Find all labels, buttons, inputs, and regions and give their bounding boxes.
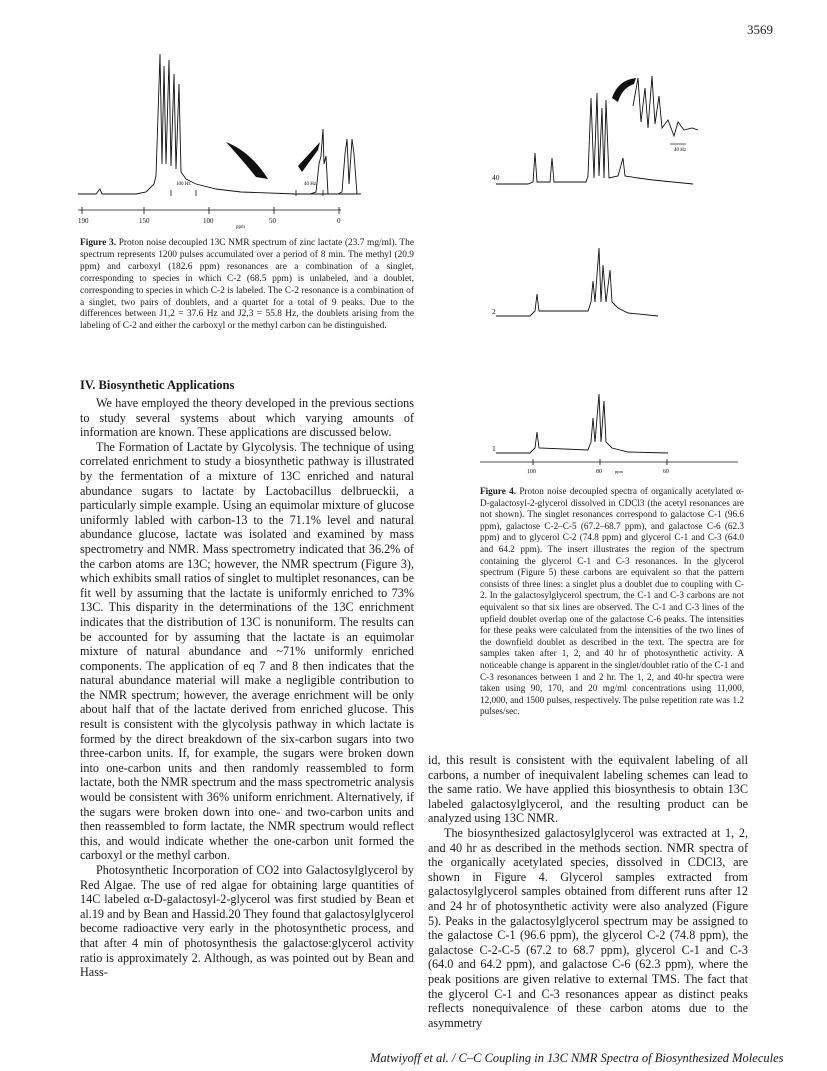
figure-4-caption-text: Proton noise decoupled spectra of organically acetylated α-D-galactosyl-2-glycerol dissolved in CDCl3 (the acetyl resonances are not shown). The singlet resonances correspond to galactose C-1 (96.6 ppm), galactose C-2–C-5 (67.2–68.7 ppm), and galactose C-6 (62.3 ppm) and to glycerol C-2 (74.8 ppm) and glycerol C-1 and C-3 (64.0 and 64.2 ppm). The insert illustrates the region of the spectrum containing the glycerol C-1 and C-3 resonances. In the glycerol spectrum (Figure 5) these carbons are equivalent so that the pattern consists of three lines: a singlet plus a doublet due to coupling with C-2. In the galactosylglycerol spectrum, the C-1 and C-3 carbons are not equivalent so that six lines are observed. The C-1 and C-3 lines of the upfield doublet overlap one of the galactose C-6 peaks. The intensities for these peaks were calculated from the intensities of the two lines of the downfield doublet as described in the text. The spectra are for samples taken after 1, 2, and 40 hr of photosynthetic activity. A noticeable change is apparent in the singlet/doublet ratio of the C-1 and C-3 resonances between 1 and 2 hr. The 1, 2, and 40-hr spectra were taken using 90, 170, and 20 mg/ml concentrations using 11,000, 12,000, and 1500 pulses, respectively. The pulse repetition rate was 1.2 pulses/sec.: [480, 486, 744, 717]
figure-4-trace-label-40: 40: [492, 173, 500, 182]
figure-4-trace-label-1: 1: [492, 444, 496, 453]
left-paragraph-2: The Formation of Lactate by Glycolysis. The technique of using correlated enrichment to study a biosynthetic pathway is illustrated by the fermentation of a mixture of 13C enriched and natural abundance sugars to lactate by Lactobacillus delbrueckii, a particularly simple example. Using an equimolar mixture of glucose uniformly labled with carbon-13 to the 71.1% level and natural abundance glucose, lactate was isolated and examined by mass spectrometry and NMR. Mass spectrometry indicated that 36.2% of the carbon atoms are 13C; however, the NMR spectrum (Figure 3), which exhibits small ratios of singlet to multiplet resonances, can be fit well by assuming that the lactate is uniformly enriched to 73% 13C. This disparity in the determinations of the 13C enrichment indicates that the distribution of 13C is nonuniform. The results can be accounted for by assuming that the lactate is an equimolar mixture of natural abundance and ~71% uniformly enriched components. The application of eq 7 and 8 then indicates that the natural abundance material will make a negligible contribution to the NMR spectrum; however, the average enrichment will be only about half that of the lactate derived from enriched glucose. This result is consistent with the glycolysis pathway in which lactate is formed by the direct breakdown of the six-carbon sugars into two three-carbon units. If, for example, the sugars were broken down into one-carbon units and then randomly reassembled to form lactate, both the NMR spectrum and the mass spectrometric analysis would be consistent with 36% uniform enrichment. Alternatively, if the sugars were broken down into one- and two-carbon units and then reassembled to form lactate, the NMR spectrum would reflect this, and would indicate whether the one-carbon unit formed the carboxyl or the methyl carbon.: [80, 439, 414, 863]
figure-3-tick-50: 50: [269, 217, 276, 225]
right-paragraph-1: id, this result is consistent with the equivalent labeling of all carbons, a number of inequivalent labeling schemes can lead to the same ratio. We have applied this biosynthesis to obtain 13C labeled galactosylglycerol, and the resulting product can be analyzed using 13C NMR.: [428, 753, 748, 826]
figure-3-spectrum: [76, 44, 366, 234]
figure-4-spectra: [478, 58, 748, 478]
figure-3-caption: [80, 238, 414, 333]
figure-3-tick-150: 150: [139, 217, 150, 225]
page-footer: Matwiyoff et al. / C–C Coupling in 13C NMR Spectra of Biosynthesized Molecules: [370, 1051, 784, 1065]
figure-4-axis-unit: ppm: [615, 469, 624, 474]
section-heading: IV. Biosynthetic Applications: [80, 378, 235, 392]
left-paragraph-3: Photosynthetic Incorporation of CO2 into Galactosylglycerol by Red Algae. The use of red algae for obtaining large quantities of 14C labeled α-D-galactosyl-2-glycerol was first studied by Bean et al.19 and by Bean and Hassid.20 They found that galactosylglycerol become radioactive very early in the photosynthetic process, and that after 4 min of photosynthesis the galactose:glycerol activity ratio is approximately 2. Although, as was pointed out by Bean and Hass-: [80, 863, 414, 980]
figure-4-caption: [480, 486, 744, 718]
figure-3-axis-unit: ppm: [236, 225, 245, 230]
figure-4-hz-label: 40 Hz: [674, 148, 687, 153]
figure-3-hz-label-1: 100 Hz: [176, 182, 191, 187]
right-paragraph-2: The biosynthesized galactosylglycerol was extracted at 1, 2, and 40 hr as described in the methods section. NMR spectra of the organically acetylated species, dissolved in CDCl3, are shown in Figure 4. Glycerol samples extracted from galactosylglycerol samples obtained from different runs after 12 and 24 hr of photosynthetic activity were also analyzed (Figure 5). Peaks in the galactosylglycerol spectrum may be assigned to the galactose C-1 (96.6 ppm), the glycerol C-2 (74.8 ppm), the galactose C-2-C-5 (67.2 to 68.7 ppm), glycerol C-1 and C-3 (64.0 and 64.2 ppm), and galactose C-6 (62.3 ppm), where the peak positions are given relative to external TMS. The fact that the glycerol C-1 and C-3 resonances appear as distinct peaks reflects nonequivalence of these carbon atoms due to the asymmetry: [428, 825, 748, 1030]
figure-4-tick-60: 60: [663, 469, 669, 475]
left-column: [80, 396, 414, 980]
figure-3-hz-label-2: 40 Hz: [304, 182, 317, 187]
left-paragraph-1: We have employed the theory developed in the previous sections to study several systems about which varying amounts of information are known. These applications are discussed below.: [80, 396, 414, 440]
figure-4-tick-100: 100: [527, 469, 536, 475]
figure-3-tick-190: 190: [78, 217, 89, 225]
figure-3-caption-label: Figure 3.: [80, 238, 117, 248]
figure-4-trace-label-2: 2: [492, 307, 496, 316]
figure-3-tick-0: 0: [337, 217, 341, 225]
page-number: 3569: [747, 22, 773, 37]
figure-3-caption-text: Proton noise decoupled 13C NMR spectrum of zinc lactate (23.7 mg/ml). The spectrum represents 1200 pulses accumulated over a period of 8 min. The methyl (20.9 ppm) and carboxyl (182.6 ppm) resonances are a combination of a singlet, corresponding to species in which C-2 (68.5 ppm) is unlabeled, and a doublet, corresponding to species in which C-2 is labeled. The C-2 resonance is a combination of a singlet, two pairs of doublets, and a quartet for a total of 9 peaks. Due to the differences between J1,2 = 37.6 Hz and J2,3 = 55.8 Hz, the doublets arising from the labeling of C-2 and either the carboxyl or the methyl carbon can be distinguished.: [80, 238, 415, 332]
figure-4-tick-80: 80: [596, 469, 602, 475]
figure-3-tick-100: 100: [203, 217, 214, 225]
right-column: [428, 753, 748, 1030]
figure-4-caption-label: Figure 4.: [480, 486, 517, 496]
